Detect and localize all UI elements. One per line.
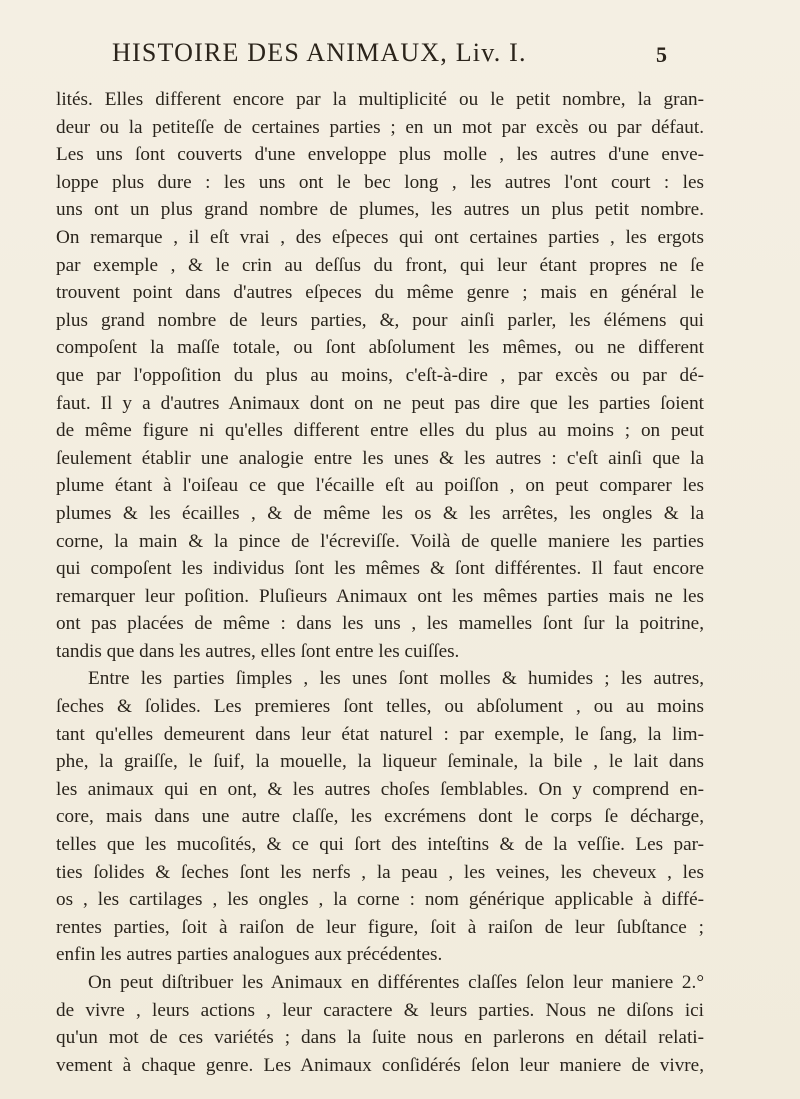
body-text [56,86,704,1079]
text-line: que par l'oppoſition du plus au moins, c'eſt-à-dire , par excès ou par dé- [56,364,704,386]
text-line: loppe plus dure : les uns ont le bec long , les autres l'ont court : les [56,171,704,193]
text-line: corne, la main & la pince de l'écreviſſe. Voilà de quelle maniere les parties [56,530,704,552]
text-line: compoſent la maſſe totale, ou ſont abſolument les mêmes, ou ne different [56,337,704,359]
text-line: telles que les mucoſités, & ce qui ſort des inteſtins & de la veſſie. Les par- [56,834,704,856]
text-line: tant qu'elles demeurent dans leur état naturel : par exemple, le ſang, la lim- [56,723,704,745]
text-line: phe, la graiſſe, le ſuif, la mouelle, la liqueur ſeminale, la bile , le lait dans [56,751,704,773]
text-line: ſeches & ſolides. Les premieres ſont telles, ou abſolument , ou au moins [56,696,704,718]
text-line: ties ſolides & ſeches ſont les nerfs , la peau , les veines, les cheveux , les [56,861,704,883]
text-line: plume étant à l'oiſeau ce que l'écaille eſt au poiſſon , on peut comparer les [56,475,704,497]
text-line: core, mais dans une autre claſſe, les excrémens dont le corps ſe décharge, [56,806,704,828]
text-line: plumes & les écailles , & de même les os & les arrêtes, les ongles & la [56,502,704,524]
paragraph-start-line: On peut diſtribuer les Animaux en différentes claſſes ſelon leur maniere 2.° [88,972,704,993]
text-line: remarquer leur poſition. Pluſieurs Animaux ont les mêmes parties mais ne les [56,585,704,607]
text-line: deur ou la petiteſſe de certaines parties ; en un mot par excès ou par défaut. [56,116,704,138]
text-line: de vivre , leurs actions , leur caractere & leurs parties. Nous ne diſons ici [56,999,704,1021]
paragraph-end-line: enfin les autres parties analogues aux précédentes. [56,944,443,966]
paragraph-start-line: Entre les parties ſimples , les unes ſont molles & humides ; les autres, [88,668,704,690]
text-line: lités. Elles different encore par la multiplicité ou le petit nombre, la gran- [56,89,704,110]
text-line: Les uns ſont couverts d'une enveloppe plus molle , les autres d'une enve- [56,144,704,166]
text-line: ont pas placées de même : dans les uns , les mamelles ſont ſur la poitrine, [56,613,704,635]
text-line: les animaux qui en ont, & les autres choſes ſemblables. On y comprend en- [56,778,704,800]
text-line: ſeulement établir une analogie entre les unes & les autres : c'eſt ainſi que la [56,447,704,469]
text-line: rentes parties, ſoit à raiſon de leur figure, ſoit à raiſon de leur ſubſtance ; [56,916,704,938]
text-line: qu'un mot de ces variétés ; dans la ſuite nous en parlerons en détail relati- [56,1027,704,1049]
text-line: os , les cartilages , les ongles , la corne : nom générique applicable à diffé- [56,889,704,911]
running-title: HISTOIRE DES ANIMAUX, Liv. I. [112,38,527,67]
text-line: trouvent point dans d'autres eſpeces du même genre ; mais en général le [56,282,704,304]
paragraph-end-line: tandis que dans les autres, elles ſont entre les cuiſſes. [56,640,460,662]
text-line: On remarque , il eſt vrai , des eſpeces qui ont certaines parties , les ergots [56,226,704,248]
text-line: qui compoſent les individus ſont les mêmes & ſont différentes. Il faut encore [56,558,704,580]
text-line: uns ont un plus grand nombre de plumes, les autres un plus petit nombre. [56,199,704,221]
text-line: vement à chaque genre. Les Animaux conſidérés ſelon leur maniere de vivre, [56,1054,704,1076]
page-number: 5 [656,42,667,67]
text-line: faut. Il y a d'autres Animaux dont on ne peut pas dire que les parties ſoient [56,392,704,414]
text-line: plus grand nombre de leurs parties, &, pour ainſi parler, les élémens qui [56,309,704,331]
text-line: de même figure ni qu'elles different entre elles du plus au moins ; on peut [56,420,704,442]
text-line: par exemple , & le crin au deſſus du front, qui leur étant propres ne ſe [56,254,704,276]
